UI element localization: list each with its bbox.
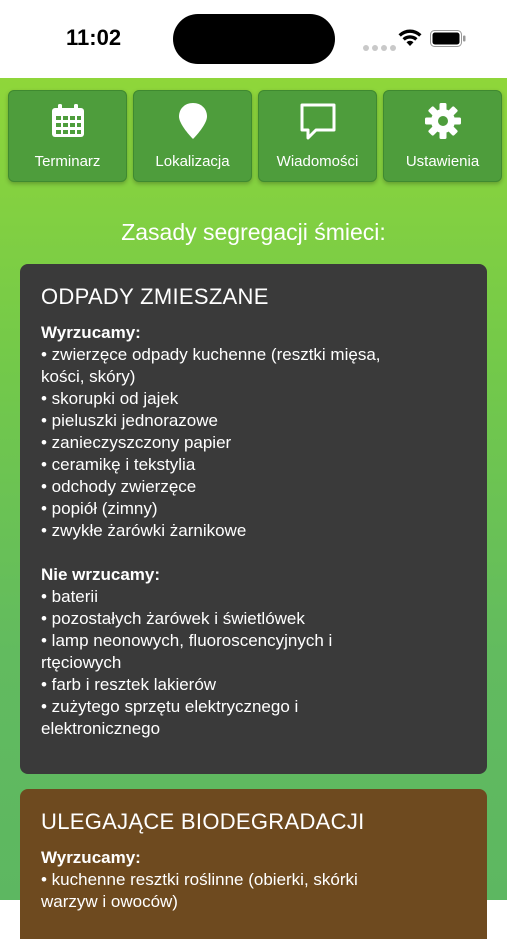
list-item: • baterii — [41, 587, 98, 606]
nav-label: Ustawienia — [405, 153, 480, 170]
wifi-icon — [397, 28, 423, 48]
card-title: ODPADY ZMIESZANE — [41, 284, 269, 309]
list-item: • farb i resztek lakierów — [41, 675, 217, 694]
nav-button-wiadomosci[interactable] — [258, 90, 377, 182]
list-item: • zużytego sprzętu elektrycznego i — [41, 697, 299, 716]
list-item: • pozostałych żarówek i świetlówek — [41, 609, 305, 628]
list-item: • skorupki od jajek — [41, 389, 179, 408]
list-item: • zwierzęce odpady kuchenne (resztki mięsa, — [41, 345, 381, 364]
card-body — [41, 847, 471, 913]
list-item: rtęciowych — [41, 653, 122, 672]
nav-label: Lokalizacja — [155, 153, 230, 170]
allowed-heading: Wyrzucamy: — [41, 323, 141, 342]
forbidden-heading: Nie wrzucamy: — [41, 565, 161, 584]
nav-label: Wiadomości — [276, 153, 359, 170]
list-item: • zanieczyszczony papier — [41, 433, 232, 452]
list-item: kości, skóry) — [41, 367, 136, 386]
nav-button-terminarz[interactable] — [8, 90, 127, 182]
list-item: • ceramikę i tekstylia — [41, 455, 196, 474]
dynamic-island — [173, 14, 335, 64]
nav-label: Terminarz — [34, 153, 101, 170]
message-icon — [298, 101, 338, 141]
location-pin-icon — [173, 101, 213, 141]
allowed-heading: Wyrzucamy: — [41, 848, 141, 867]
list-item: • odchody zwierzęce — [41, 477, 197, 496]
list-item: • lamp neonowych, fluoroscencyjnych i — [41, 631, 333, 650]
top-navigation — [8, 90, 500, 182]
status-time: 11:02 — [66, 25, 122, 50]
list-item: • pieluszki jednorazowe — [41, 411, 218, 430]
list-item: elektronicznego — [41, 719, 161, 738]
card-body — [41, 322, 471, 740]
waste-card-biodegradable — [20, 789, 487, 939]
list-item: warzyw i owoców) — [41, 892, 178, 911]
battery-icon — [430, 30, 466, 47]
page-title: Zasady segregacji śmieci: — [121, 219, 386, 245]
list-item: • kuchenne resztki roślinne (obierki, skórki — [41, 870, 358, 889]
waste-card-mixed — [20, 264, 487, 774]
gear-icon — [423, 101, 463, 141]
list-item: • zwykłe żarówki żarnikowe — [41, 521, 247, 540]
nav-button-lokalizacja[interactable] — [133, 90, 252, 182]
app-content — [0, 78, 507, 911]
list-item: • popiół (zimny) — [41, 499, 158, 518]
cellular-signal-icon — [363, 38, 399, 56]
status-bar — [0, 0, 507, 78]
nav-button-ustawienia[interactable] — [383, 90, 502, 182]
calendar-icon — [48, 101, 88, 141]
card-title: ULEGAJĄCE BIODEGRADACJI — [41, 809, 365, 834]
